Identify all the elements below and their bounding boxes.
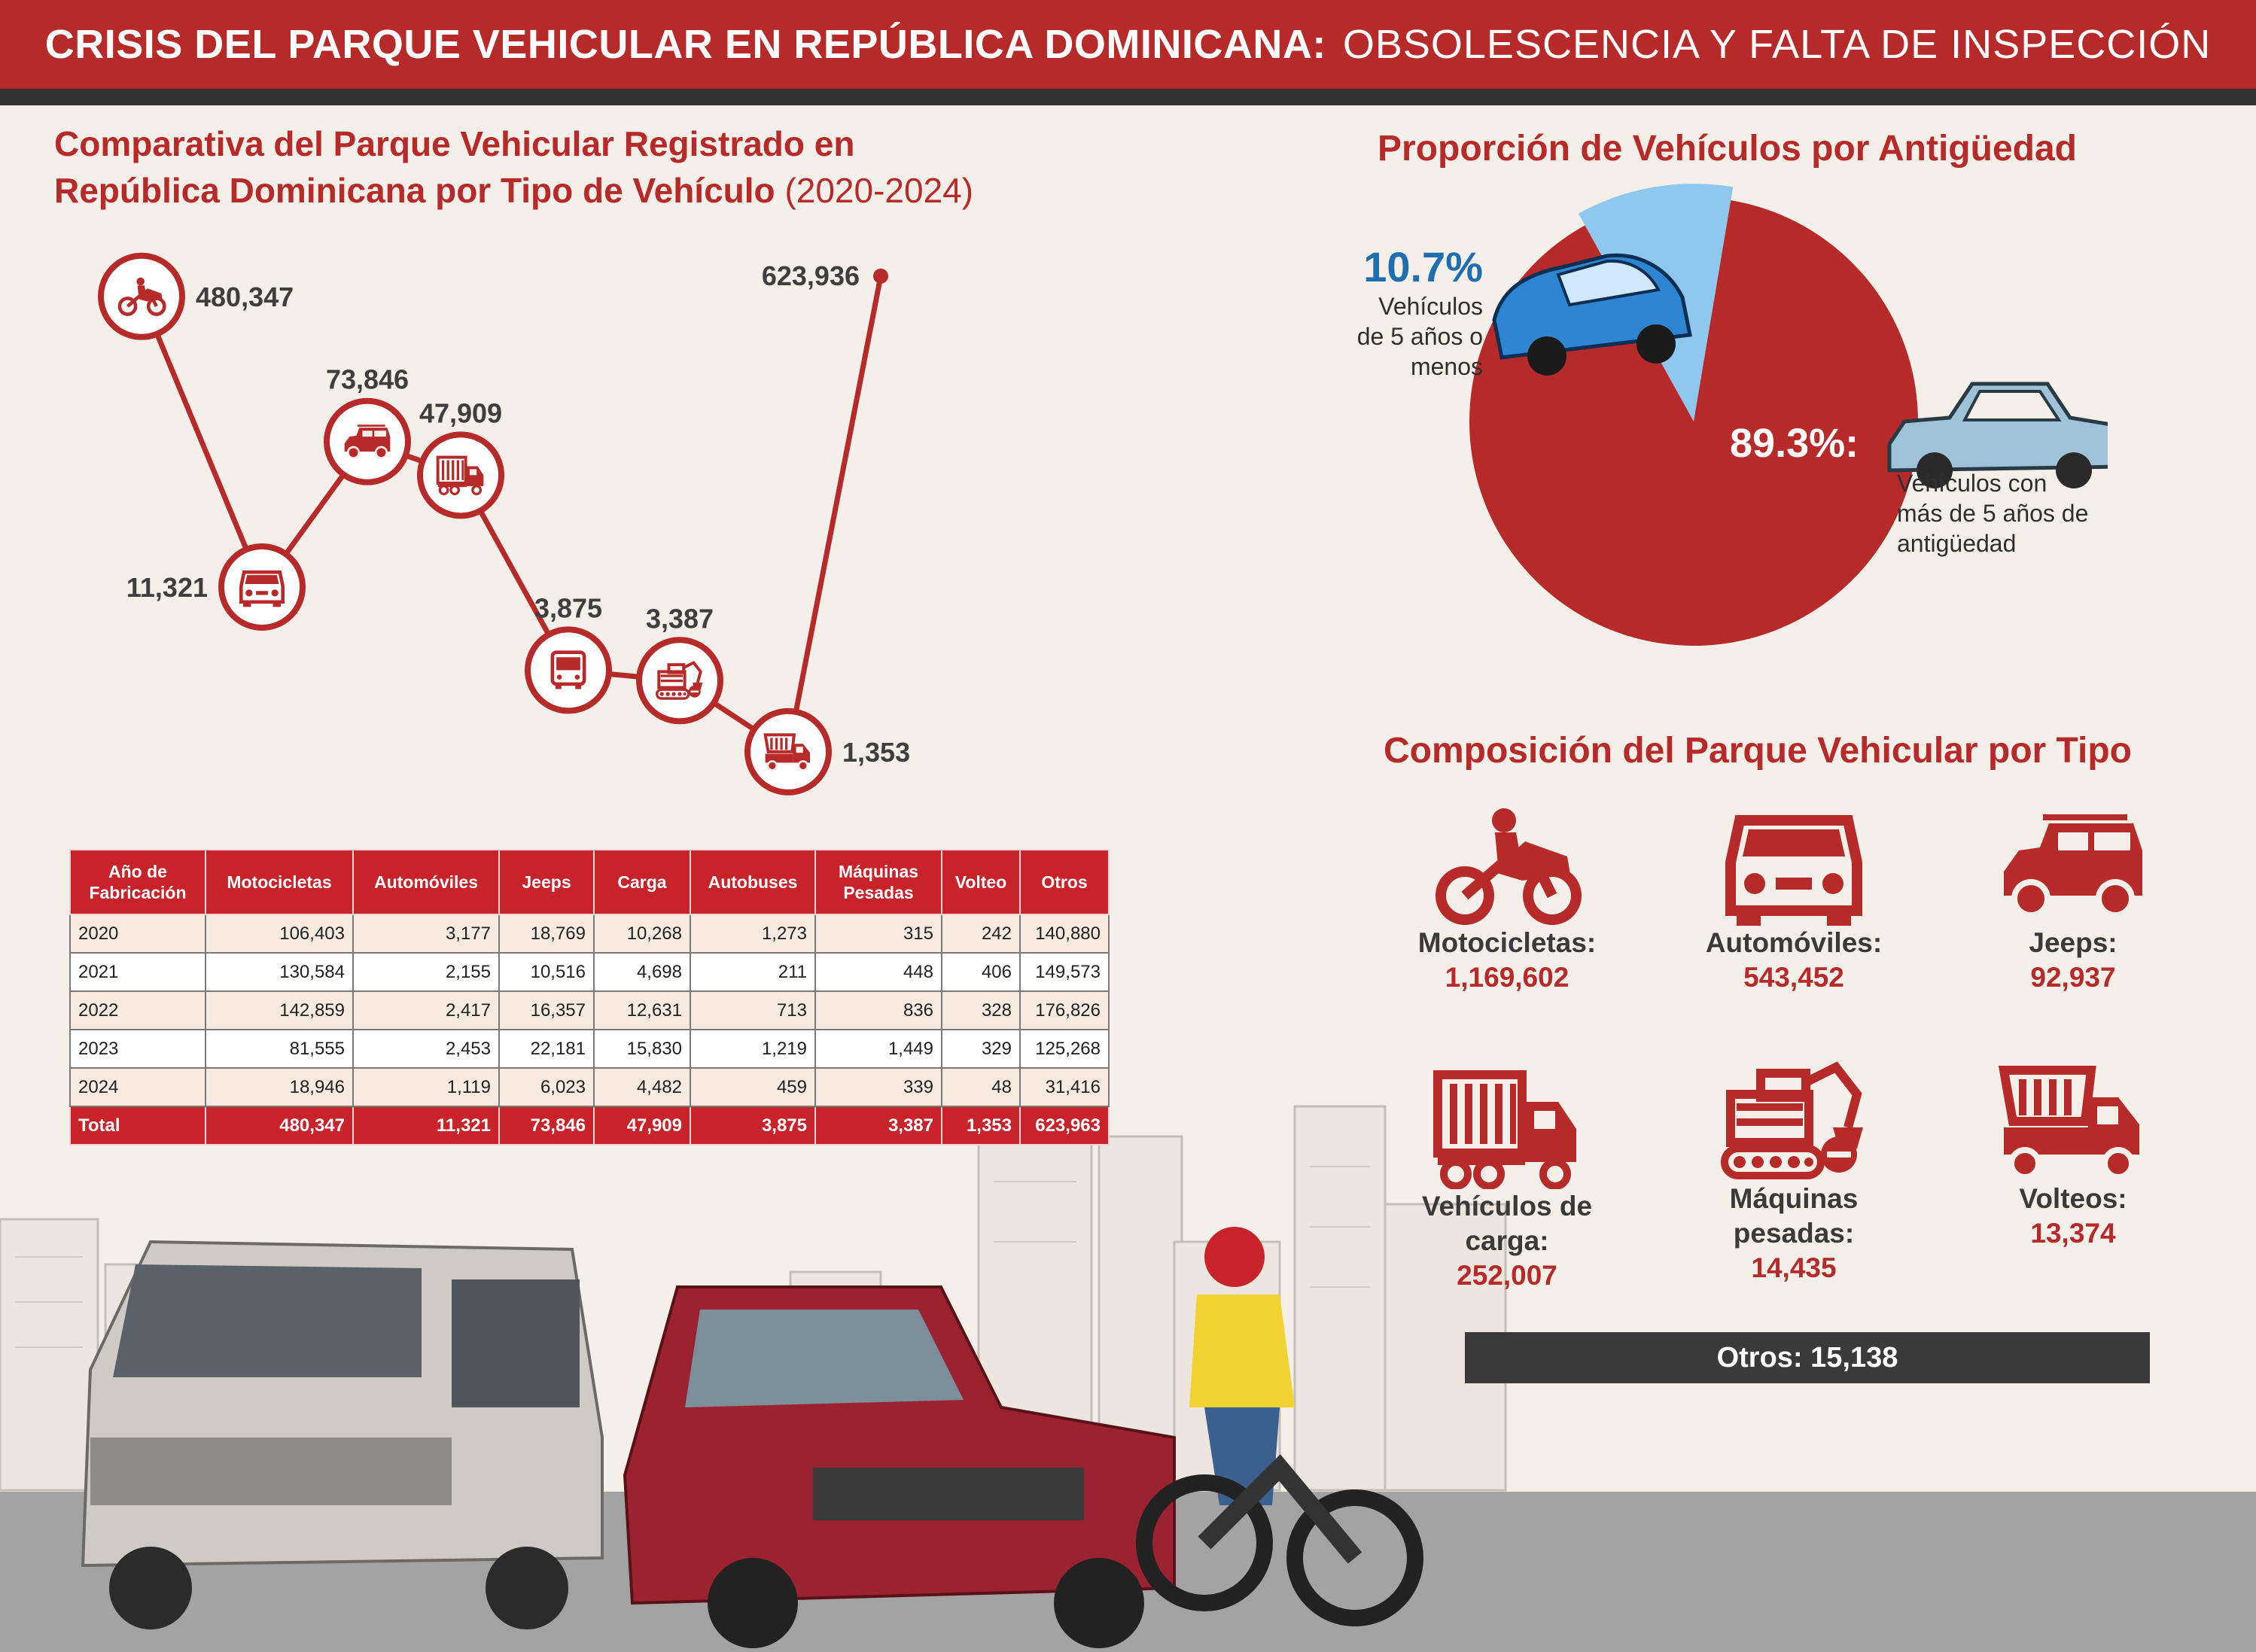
- table-cell: 15,830: [594, 1030, 690, 1068]
- data-label-8: 623,936: [761, 260, 860, 291]
- pie-old-text-2: más de 5 años de: [1897, 500, 2089, 527]
- table-cell: 2,155: [353, 953, 499, 991]
- composition-item-4: [1364, 1069, 1650, 1293]
- table-cell: 1,119: [353, 1068, 499, 1106]
- composition-label: pesadas:: [1733, 1218, 1855, 1249]
- data-point-5: [528, 629, 609, 710]
- table-cell: 10,516: [499, 953, 594, 991]
- table-cell: 140,880: [1020, 914, 1109, 953]
- composition-label: Automóviles:: [1705, 927, 1883, 958]
- table-header-3: Automóviles: [353, 850, 499, 914]
- header-title-light: OBSOLESCENCIA Y FALTA DE INSPECCIÓN: [1342, 22, 2212, 67]
- composition-label: Motocicletas:: [1417, 927, 1597, 958]
- composition-label: Máquinas: [1729, 1183, 1859, 1214]
- series-line: [142, 276, 881, 752]
- table-header-6: Autobuses: [690, 850, 815, 914]
- table-cell: 6,023: [499, 1068, 594, 1106]
- composition-item-5: [1651, 1061, 1937, 1285]
- composition-value: 92,937: [2030, 962, 2116, 993]
- data-label-4: 47,909: [419, 397, 503, 429]
- table-cell: 142,859: [206, 991, 353, 1030]
- table-cell: 18,946: [206, 1068, 353, 1106]
- composition-value: 1,169,602: [1445, 962, 1569, 993]
- table-total-row: [70, 1106, 1109, 1145]
- header-bar: [0, 0, 2256, 89]
- table-cell: 48: [942, 1068, 1020, 1106]
- composition-label: Vehículos de: [1421, 1191, 1593, 1222]
- composition-title: Composición del Parque Vehicular por Tipo: [1384, 731, 2132, 771]
- header-title-strong: CRISIS DEL PARQUE VEHICULAR EN REPÚBLICA DOMINICANA:: [44, 22, 1326, 67]
- table-total-cell: 3,875: [690, 1106, 815, 1145]
- composition-item-1: [1364, 805, 1650, 995]
- pie-new-label: [1325, 242, 1483, 382]
- table-cell: 836: [815, 991, 942, 1030]
- pie-new-text-2: de 5 años o: [1356, 323, 1483, 350]
- table-header-5: Carga: [594, 850, 690, 914]
- pie-new-text-3: menos: [1410, 353, 1483, 380]
- table-cell: 130,584: [206, 953, 353, 991]
- table-cell: 106,403: [206, 914, 353, 953]
- data-point-2: [221, 546, 303, 628]
- car-icon: [1719, 805, 1869, 926]
- truck-icon: [1432, 1069, 1582, 1189]
- composition-label: carga:: [1465, 1225, 1549, 1256]
- table-total-cell: 47,909: [594, 1106, 690, 1145]
- composition-value: 14,435: [1751, 1252, 1837, 1283]
- table-cell: 10,268: [594, 914, 690, 953]
- old-van-illustration: [83, 1242, 602, 1629]
- table-header-7: Máquinas Pesadas: [815, 850, 942, 914]
- table-cell: 81,555: [206, 1030, 353, 1068]
- data-label-5: 3,875: [534, 592, 603, 624]
- dump-truck-icon: [1998, 1061, 2148, 1182]
- line-chart: [0, 105, 1129, 850]
- table-cell: 22,181: [499, 1030, 594, 1068]
- table-cell: 31,416: [1020, 1068, 1109, 1106]
- data-label-1: 480,347: [196, 281, 294, 312]
- table-cell: 4,482: [594, 1068, 690, 1106]
- composition-item-3: [1930, 805, 2216, 995]
- table-cell: 459: [690, 1068, 815, 1106]
- table-cell: 2022: [70, 991, 206, 1030]
- table-cell: 211: [690, 953, 815, 991]
- pie-old-text-1: Vehículos con: [1897, 470, 2047, 497]
- table-cell: 3,177: [353, 914, 499, 953]
- composition-value: 252,007: [1457, 1260, 1557, 1291]
- table-total-cell: 1,353: [942, 1106, 1020, 1145]
- table-header-1: Año de Fabricación: [70, 850, 206, 914]
- table-cell: 1,273: [690, 914, 815, 953]
- table-cell: 2023: [70, 1030, 206, 1068]
- table-row: [70, 914, 1109, 953]
- table-cell: 2,417: [353, 991, 499, 1030]
- composition-label: Volteos:: [2019, 1183, 2127, 1214]
- line-chart-title-years: (2020-2024): [784, 171, 974, 210]
- motorcycle-icon: [1432, 805, 1582, 926]
- pie-old-label: [1897, 468, 2168, 558]
- table-cell: 4,698: [594, 953, 690, 991]
- composition-item-2: [1651, 805, 1937, 995]
- header-underline: [0, 89, 2256, 105]
- table-total-cell: 480,347: [206, 1106, 353, 1145]
- table-total-cell: 623,963: [1020, 1106, 1109, 1145]
- pie-new-percent: 10.7%: [1363, 243, 1483, 291]
- composition-value: 13,374: [2030, 1218, 2116, 1249]
- table-total-cell: 73,846: [499, 1106, 594, 1145]
- data-point-7: [747, 711, 829, 793]
- pie-chart-title: Proporción de Vehículos por Antigüedad: [1378, 129, 2077, 169]
- data-label-6: 3,387: [645, 603, 714, 634]
- table-cell: 339: [815, 1068, 942, 1106]
- table-total-cell: 11,321: [353, 1106, 499, 1145]
- table-cell: 328: [942, 991, 1020, 1030]
- data-label-2: 11,321: [126, 571, 208, 603]
- pie-old-percent: 89.3%:: [1730, 421, 1859, 466]
- table-cell: 2020: [70, 914, 206, 953]
- data-label-3: 73,846: [325, 364, 409, 395]
- data-label-7: 1,353: [842, 736, 911, 768]
- table-row: [70, 991, 1109, 1030]
- table-cell: 448: [815, 953, 942, 991]
- table-total-cell: 3,387: [815, 1106, 942, 1145]
- table-cell: 1,449: [815, 1030, 942, 1068]
- table-cell: 2021: [70, 953, 206, 991]
- table-cell: 315: [815, 914, 942, 953]
- table-cell: 406: [942, 953, 1020, 991]
- table-cell: 176,826: [1020, 991, 1109, 1030]
- table-cell: 2,453: [353, 1030, 499, 1068]
- table-cell: 329: [942, 1030, 1020, 1068]
- composition-value: 543,452: [1743, 962, 1844, 993]
- pie-new-text-1: Vehículos: [1378, 293, 1483, 320]
- table-cell: 12,631: [594, 991, 690, 1030]
- composition-label: Jeeps:: [2029, 927, 2117, 958]
- table-row: [70, 1030, 1109, 1068]
- table-row: [70, 1068, 1109, 1106]
- heavy-machine-icon: [1719, 1061, 1869, 1182]
- line-chart-title-line2: República Dominicana por Tipo de Vehículo: [54, 171, 775, 210]
- table-cell: 16,357: [499, 991, 594, 1030]
- line-chart-title-line1: Comparativa del Parque Vehicular Registrado en: [54, 124, 855, 163]
- data-point-4: [420, 434, 501, 516]
- data-point-3: [327, 401, 408, 482]
- otros-total-bar: Otros: 15,138: [1465, 1332, 2150, 1383]
- table-header-2: Motocicletas: [206, 850, 353, 914]
- pie-old-text-3: antigüedad: [1897, 530, 2017, 557]
- table-cell: 242: [942, 914, 1020, 953]
- table-cell: 125,268: [1020, 1030, 1109, 1068]
- table-header-9: Otros: [1020, 850, 1109, 914]
- table-cell: 1,219: [690, 1030, 815, 1068]
- data-point-6: [639, 640, 720, 721]
- table-header-8: Volteo: [942, 850, 1020, 914]
- table-total-cell: Total: [70, 1106, 206, 1145]
- table-header-4: Jeeps: [499, 850, 594, 914]
- table-cell: 18,769: [499, 914, 594, 953]
- table-cell: 149,573: [1020, 953, 1109, 991]
- registration-table: [69, 849, 1108, 1145]
- composition-item-6: [1930, 1061, 2216, 1251]
- table-cell: 713: [690, 991, 815, 1030]
- jeep-icon: [1998, 805, 2148, 926]
- table-cell: 2024: [70, 1068, 206, 1106]
- data-point-1: [101, 256, 182, 337]
- data-point-8: [873, 269, 888, 284]
- table-row: [70, 953, 1109, 991]
